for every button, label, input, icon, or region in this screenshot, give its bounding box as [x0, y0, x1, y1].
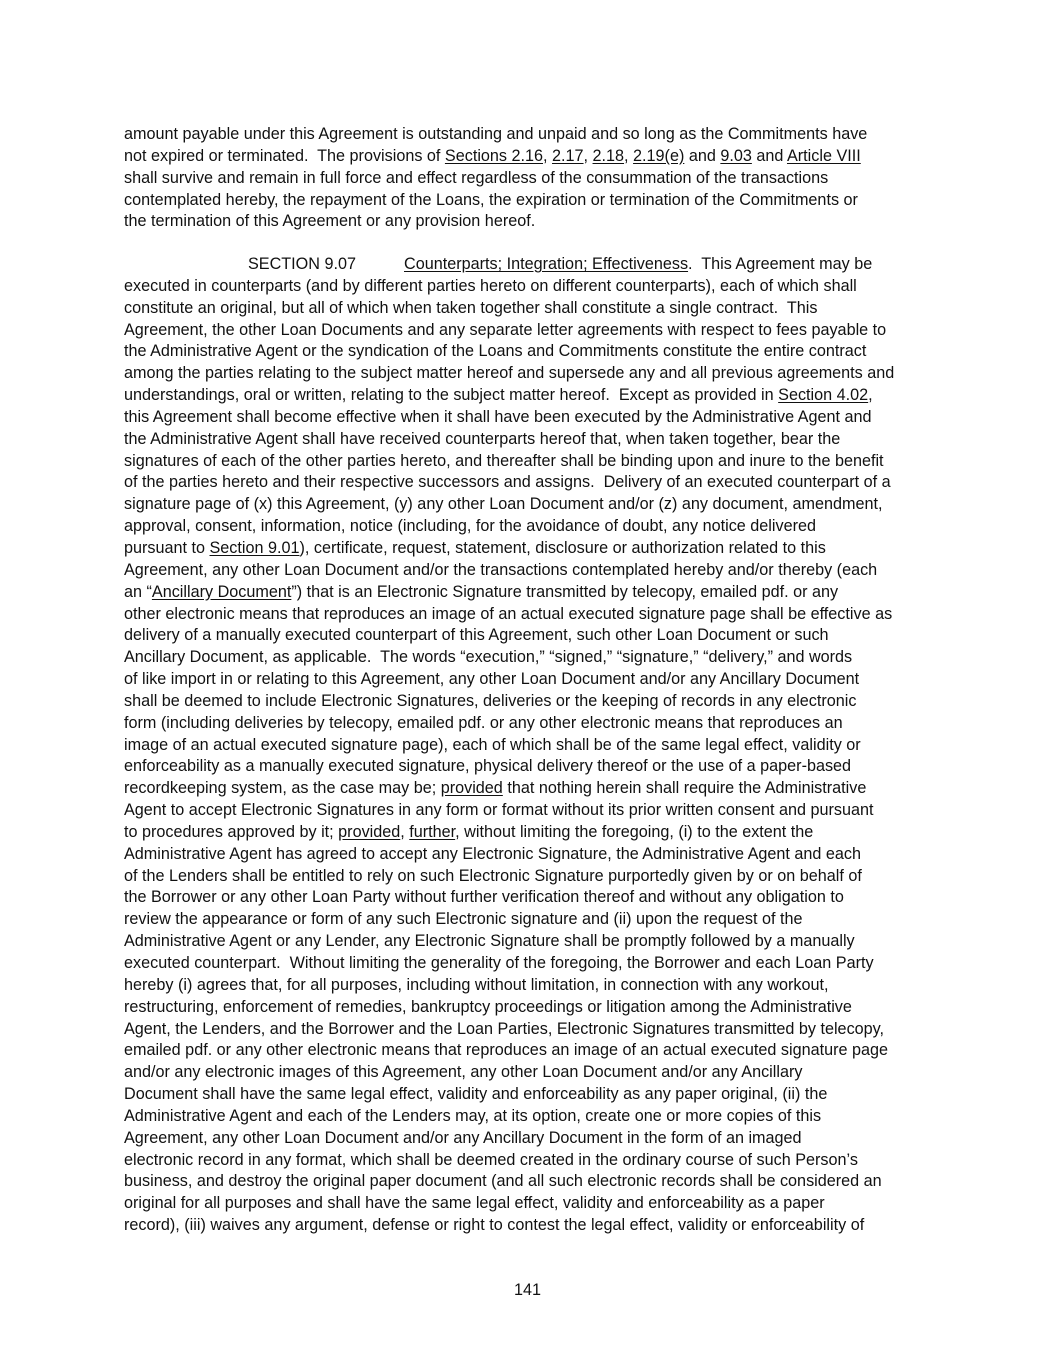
text-line — [124, 713, 939, 735]
text-line — [124, 604, 939, 626]
text-run: ”) that is an Electronic Signature transmitted by telecopy, emailed pdf. or any — [291, 582, 839, 601]
text-run: not expired or terminated. The provisions of — [124, 146, 445, 165]
text-line — [124, 1062, 939, 1084]
cross-reference: Sections 2.16 — [444, 146, 544, 165]
cross-reference: Section 9.01 — [209, 538, 300, 557]
text-run: Ancillary Document, as applicable. The words “execution,” “signed,” “signature,” “delivery,” and words — [124, 648, 853, 667]
text-run: pursuant to — [124, 538, 210, 557]
text-run: and/or any electronic images of this Agreement, any other Loan Document and/or any Ancillary — [124, 1063, 803, 1082]
text-line — [124, 800, 939, 822]
text-run: , — [400, 822, 410, 841]
text-run: Document shall have the same legal effect, validity and enforceability as any paper original, (ii) the — [124, 1085, 828, 1104]
text-line — [124, 975, 939, 997]
text-line — [124, 146, 939, 168]
text-run: business, and destroy the original paper document (and all such electronic records shall be considered an — [124, 1172, 882, 1191]
text-line — [124, 494, 939, 516]
text-run: , — [543, 146, 553, 165]
text-run: electronic record in any format, which shall be deemed created in the ordinary course of such Person’s — [124, 1150, 858, 1169]
section-9-07 — [124, 254, 939, 1237]
section-heading-line — [124, 254, 939, 276]
text-run: shall survive and remain in full force and effect regardless of the consummation of the transactions — [124, 168, 829, 187]
text-line — [124, 1128, 939, 1150]
text-line — [124, 168, 939, 190]
text-line — [124, 472, 939, 494]
text-run: signatures of each of the other parties hereto, and thereafter shall be binding upon and inure to the benefit — [124, 451, 884, 470]
text-line — [124, 887, 939, 909]
text-run: Agreement, any other Loan Document and/or the transactions contemplated hereby and/or thereby (each — [124, 560, 878, 579]
text-run: to procedures approved by it; — [124, 822, 339, 841]
cross-reference: further — [409, 822, 456, 841]
text-run: ), certificate, request, statement, disclosure or authorization related to this — [299, 538, 826, 557]
text-run: the termination of this Agreement or any provision hereof. — [124, 212, 536, 231]
text-run: enforceability as a manually executed signature, physical delivery thereof or the use of a paper-based — [124, 757, 852, 776]
text-run: , — [868, 386, 873, 405]
text-run: understandings, oral or written, relating to the subject matter hereof. Except as provided in — [124, 386, 779, 405]
text-line — [124, 844, 939, 866]
text-run: form (including deliveries by telecopy, emailed pdf. or any other electronic means that reproduces an — [124, 713, 843, 732]
text-line — [124, 1106, 939, 1128]
text-run: Agreement, any other Loan Document and/or any Ancillary Document in the form of an imaged — [124, 1128, 802, 1147]
cross-reference: Ancillary Document — [151, 582, 292, 601]
text-line — [124, 429, 939, 451]
text-line — [124, 953, 939, 975]
text-run: Agreement, the other Loan Documents and any separate letter agreements with respect to fees payable to — [124, 320, 887, 339]
text-run: shall be deemed to include Electronic Signatures, deliveries or the keeping of records in any electronic — [124, 691, 857, 710]
text-run: among the parties relating to the subject matter hereof and supersede any and all previous agreements and — [124, 364, 895, 383]
text-run: and — [751, 146, 787, 165]
text-line — [124, 1215, 939, 1237]
text-line — [124, 931, 939, 953]
text-line — [124, 516, 939, 538]
text-line — [124, 691, 939, 713]
page-number: 141 — [513, 1281, 541, 1299]
text-run: of the parties hereto and their respective successors and assigns. Delivery of an executed counterpart of a — [124, 473, 891, 492]
text-run: contemplated hereby, the repayment of the Loans, the expiration or termination of the Commitments or — [124, 190, 858, 209]
text-line — [124, 211, 939, 233]
text-run: signature page of (x) this Agreement, (y) any other Loan Document and/or (z) any document, amendment, — [124, 495, 883, 514]
text-line — [124, 866, 939, 888]
text-line — [124, 1193, 939, 1215]
text-run: and — [684, 146, 721, 165]
text-run: Administrative Agent and each of the Lenders may, at its option, create one or more copies of this — [124, 1106, 822, 1125]
text-line — [124, 341, 939, 363]
text-line — [124, 1019, 939, 1041]
text-run: this Agreement shall become effective when it shall have been executed by the Administrative Agent and — [124, 407, 872, 426]
text-run: , — [583, 146, 593, 165]
text-run: the Administrative Agent shall have received counterparts hereof that, when taken together, bear the — [124, 429, 841, 448]
text-line — [124, 320, 939, 342]
text-line — [124, 298, 939, 320]
text-run: approval, consent, information, notice (including, for the avoidance of doubt, any notice delivered — [124, 517, 816, 536]
cross-reference: 2.18 — [592, 146, 625, 165]
text-line — [124, 625, 939, 647]
section-number: SECTION 9.07 — [248, 255, 356, 273]
text-line — [124, 276, 939, 298]
text-line — [124, 560, 939, 582]
text-run: other electronic means that reproduces an image of an actual executed signature page shall be effective as — [124, 604, 893, 623]
section-title: Counterparts; Integration; Effectiveness — [404, 255, 689, 273]
text-run: of like import in or relating to this Agreement, any other Loan Document and/or any Ancillary Document — [124, 670, 860, 689]
cross-reference: 9.03 — [720, 146, 752, 165]
text-run: the Administrative Agent or the syndication of the Loans and Commitments constitute the entire contract — [124, 342, 867, 361]
text-run: record), (iii) waives any argument, defense or right to contest the legal effect, validity or enforceability of — [124, 1216, 865, 1235]
text-line — [124, 538, 939, 560]
text-line — [124, 190, 939, 212]
text-run: Agent, the Lenders, and the Borrower and the Loan Parties, Electronic Signatures transmitted by telecopy, — [124, 1019, 885, 1038]
text-run: Administrative Agent has agreed to accept any Electronic Signature, the Administrative Agent and each — [124, 844, 861, 863]
text-line — [124, 1150, 939, 1172]
text-run: emailed pdf. or any other electronic means that reproduces an image of an actual executed signature page — [124, 1041, 888, 1060]
cross-reference: 2.19(e) — [633, 146, 685, 165]
text-line — [124, 1040, 939, 1062]
text-line — [124, 451, 939, 473]
text-line — [124, 778, 939, 800]
text-run: the Borrower or any other Loan Party without further verification thereof and without any obligation to — [124, 888, 844, 907]
text-line — [124, 647, 939, 669]
text-line — [124, 1171, 939, 1193]
text-line — [124, 669, 939, 691]
text-run: an “ — [124, 582, 152, 601]
text-run: , without limiting the foregoing, (i) to the extent the — [455, 822, 814, 841]
text-run: constitute an original, but all of which when taken together shall constitute a single contract. This — [124, 298, 818, 317]
text-line — [124, 735, 939, 757]
text-line — [124, 124, 939, 146]
text-run: of the Lenders shall be entitled to rely on such Electronic Signature purportedly given by or on behalf of — [124, 866, 862, 885]
text-run: executed in counterparts (and by different parties hereto on different counterparts), each of which shall — [124, 276, 857, 295]
cross-reference: provided — [338, 822, 401, 841]
text-run: amount payable under this Agreement is outstanding and unpaid and so long as the Commitments have — [124, 125, 868, 143]
text-run: image of an actual executed signature page), each of which shall be of the same legal effect, validity or — [124, 735, 861, 754]
text-run: original for all purposes and shall have the same legal effect, validity and enforceability as a paper — [124, 1194, 825, 1213]
text-run: restructuring, enforcement of remedies, bankruptcy proceedings or litigation among the Administrative — [124, 997, 852, 1016]
text-line — [124, 363, 939, 385]
text-run: , — [624, 146, 634, 165]
cross-reference: provided — [440, 779, 503, 798]
section-first-line-text: . This Agreement may be — [688, 255, 873, 273]
text-run: delivery of a manually executed counterpart of this Agreement, such other Loan Document or such — [124, 626, 829, 645]
text-line — [124, 582, 939, 604]
cross-reference: Article VIII — [786, 146, 861, 165]
cross-reference: 2.17 — [552, 146, 584, 165]
text-line — [124, 997, 939, 1019]
text-line — [124, 407, 939, 429]
text-line — [124, 822, 939, 844]
text-line — [124, 1084, 939, 1106]
text-run: review the appearance or form of any such Electronic signature and (ii) upon the request of the — [124, 910, 803, 929]
cross-reference: Section 4.02 — [778, 386, 869, 405]
text-run: that nothing herein shall require the Administrative — [502, 779, 867, 798]
paragraph-survival — [124, 124, 939, 233]
text-line — [124, 756, 939, 778]
text-run: Agent to accept Electronic Signatures in any form or format without its prior written consent and pursuant — [124, 801, 874, 820]
text-run: recordkeeping system, as the case may be; — [124, 779, 441, 798]
text-run: hereby (i) agrees that, for all purposes, including without limitation, in connection with any workout, — [124, 975, 829, 994]
text-line — [124, 385, 939, 407]
text-run: Administrative Agent or any Lender, any Electronic Signature shall be promptly followed by a manually — [124, 932, 855, 951]
text-line — [124, 909, 939, 931]
text-run: executed counterpart. Without limiting the generality of the foregoing, the Borrower and each Loan Party — [124, 954, 874, 972]
